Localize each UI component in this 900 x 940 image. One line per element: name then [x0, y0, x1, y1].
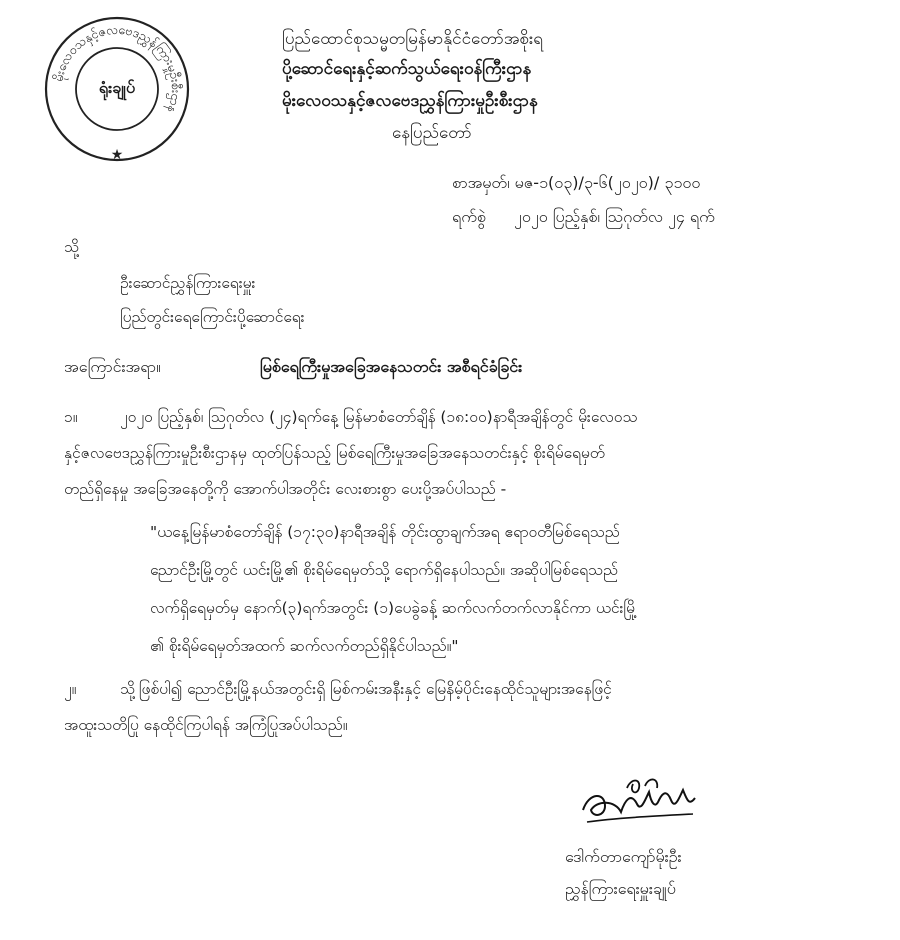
signature-graphic	[575, 770, 725, 832]
subject-text: မြစ်ရေကြီးမှုအခြေအနေသတင်း အစီရင်ခံခြင်း	[260, 357, 523, 376]
paragraph-1-line: နှင့်ဇလဗေဒညွှန်ကြားမှုဦးစီးဌာနမှ ထုတ်ပြန်သည့် မြစ်ရေကြီးမှုအခြေအနေသတင်းနှင့် စိုးရိမ်ရေမှတ်	[64, 444, 605, 462]
letter-number-value: မဇ-၁(ဝ၃)/၃-၆(၂၀၂၀)/ ၃၁၀၀	[514, 173, 701, 192]
quote-line: "ယနေ့မြန်မာစံတော်ချိန် (၁၇:၃၀)နာရီအချိန် တိုင်းထွာချက်အရ ဧရာဝတီမြစ်ရေသည်	[150, 523, 620, 541]
paragraph-1-line: ၂၀၂၀ ပြည့်နှစ်၊ ဩဂုတ်လ (၂၄)ရက်နေ့ မြန်မာစံတော်ချိန် (၁၈:၀၀)နာရီအချိန်တွင် မိုးလေဝသ	[120, 408, 638, 426]
paragraph-1-line: တည်ရှိနေမှု အခြေအနေတို့ကို အောက်ပါအတိုင်း လေးစားစွာ ပေးပို့အပ်ပါသည် -	[64, 480, 507, 498]
handwritten-signature	[575, 770, 725, 832]
signatory-name: ဒေါက်တာကျော်မိုးဦး	[565, 847, 682, 866]
paragraph-2-number: ၂။	[64, 680, 77, 698]
header-city: နေပြည်တော်	[392, 123, 472, 143]
letter-number	[452, 172, 700, 196]
recipient-organization: ပြည်တွင်းရေကြောင်းပို့ဆောင်ရေး	[120, 308, 305, 326]
seal-star-icon: ★	[110, 147, 124, 163]
subject-label: အကြောင်းအရာ။	[64, 357, 161, 376]
paragraph-2-line: သို့ဖြစ်ပါ၍ ညောင်ဦးမြို့နယ်အတွင်းရှိ မြစ်ကမ်းအနီးနှင့် မြေနိမ့်ပိုင်းနေထိုင်သူများအနေဖြင့်	[120, 680, 612, 698]
office-seal	[42, 14, 192, 164]
letter-number-label: စာအမှတ်၊	[452, 173, 510, 192]
header-government: ပြည်ထောင်စုသမ္မတမြန်မာနိုင်ငံတော်အစိုးရ	[282, 29, 544, 49]
signatory-title: ညွှန်ကြားရေးမှူးချုပ်	[565, 879, 676, 898]
quote-line: ညောင်ဦးမြို့တွင် ယင်းမြို့၏ စိုးရိမ်ရေမှတ်သို့ ရောက်ရှိနေပါသည်။ အဆိုပါမြစ်ရေသည်	[150, 561, 619, 579]
quote-line: ၏ စိုးရိမ်ရေမှတ်အထက် ဆက်လက်တည်ရှိနိုင်ပါသည်။"	[150, 637, 459, 655]
recipient-title: ဦးဆောင်ညွှန်ကြားရေးမှူး	[120, 274, 256, 292]
to-label: သို့	[64, 238, 79, 256]
paragraph-1-number: ၁။	[64, 408, 78, 426]
quote-line: လက်ရှိရေမှတ်မှ နောက်(၃)ရက်အတွင်း (၁)ပေခွဲခန့် ဆက်လက်တက်လာနိုင်ကာ ယင်းမြို့	[150, 599, 638, 617]
letter-date-value: ၂၀၂၀ ပြည့်နှစ်၊ ဩဂုတ်လ ၂၄ ရက်	[514, 207, 715, 226]
letter-date	[452, 206, 715, 230]
letter-date-label: ရက်စွဲ	[452, 207, 486, 226]
seal-center-text: ရုံးချုပ်	[98, 78, 136, 97]
header-department: မိုးလေဝသနှင့်ဇလဗေဒညွှန်ကြားမှုဦးစီးဌာန	[282, 91, 538, 111]
header-ministry: ပို့ဆောင်ရေးနှင့်ဆက်သွယ်ရေးဝန်ကြီးဌာန	[282, 59, 532, 79]
paragraph-2-line: အထူးသတိပြု နေထိုင်ကြပါရန် အကြံပြုအပ်ပါသည်။	[64, 716, 348, 734]
seal-ring-text: မိုးလေဝသနှင့်ဇလဗေဒညွှန်ကြားမှုဦးစီးဌာန	[50, 21, 185, 116]
